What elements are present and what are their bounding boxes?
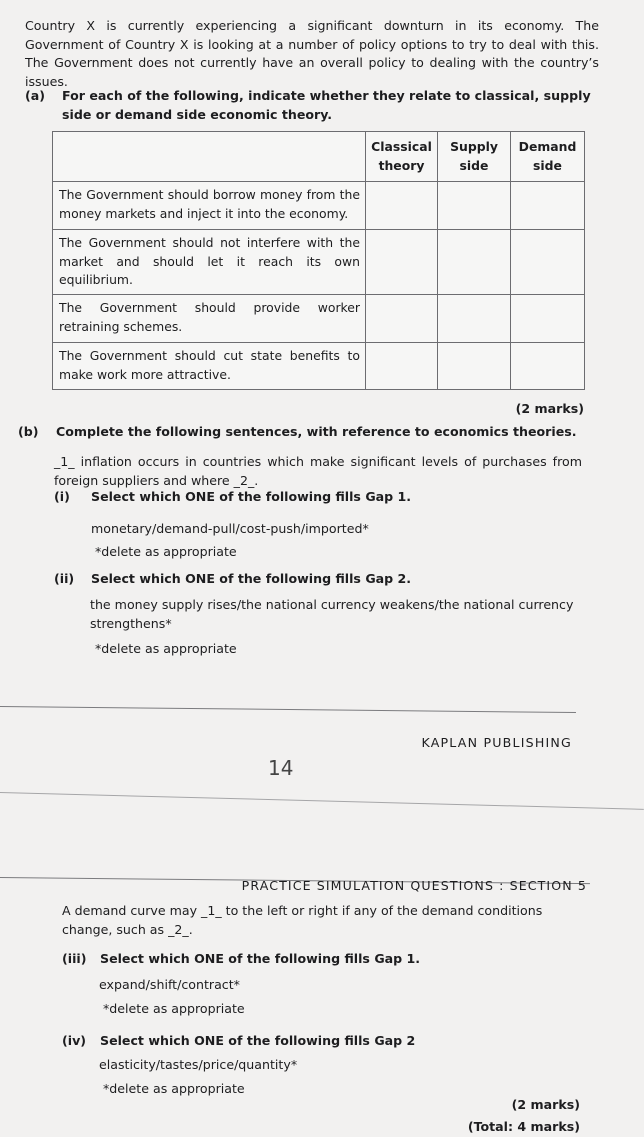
header-demand-side: Demand side — [511, 132, 585, 182]
answer-cell-classical[interactable] — [366, 295, 438, 343]
part-b-ii-options: the money supply rises/the national currency weakens/the national currency strengthens* — [90, 597, 574, 631]
answer-cell-demand-side[interactable] — [511, 343, 585, 390]
next-page-sentence: A demand curve may _1_ to the left or right if any of the demand conditions change, such as _2_. — [62, 903, 543, 937]
part-iii-label: (iii) — [62, 951, 87, 966]
total-marks: (Total: 4 marks) — [467, 1119, 580, 1134]
part-b-ii-question: Select which ONE of the following fills Gap 2. — [91, 571, 412, 586]
part-iv-question: Select which ONE of the following fills Gap 2 — [100, 1033, 416, 1048]
part-b-marks: (2 marks) — [511, 1097, 580, 1112]
table-row — [53, 295, 585, 343]
part-iii-question: Select which ONE of the following fills Gap 1. — [100, 951, 421, 966]
footer-rule — [0, 706, 576, 713]
part-b-ii-label: (ii) — [54, 571, 75, 586]
statement-cell: The Government should borrow money from the money markets and inject it into the economy. — [53, 182, 366, 230]
intro-paragraph: Country X is currently experiencing a significant downturn in its economy. The Government of Country X is looking at a number of policy options to try to deal with this. The Government does not currently have an overall policy to dealing with the country’s issues. — [25, 18, 599, 89]
part-b-ii-note: *delete as appropriate — [95, 641, 237, 656]
header-statement — [53, 132, 366, 182]
part-b-i-question: Select which ONE of the following fills Gap 1. — [91, 489, 412, 504]
part-a-question: For each of the following, indicate whether they relate to classical, supply side or demand side economic theory. — [62, 88, 591, 122]
part-iii-note: *delete as appropriate — [103, 1001, 245, 1016]
answer-cell-classical[interactable] — [366, 182, 438, 230]
classification-table — [52, 131, 585, 390]
table-row — [53, 343, 585, 390]
part-b-i-options: monetary/demand-pull/cost-push/imported* — [91, 521, 369, 536]
statement-cell: The Government should not interfere with the market and should let it reach its own equilibrium. — [53, 230, 366, 295]
table-row — [53, 230, 585, 295]
part-a-label: (a) — [25, 88, 46, 103]
answer-cell-supply-side[interactable] — [438, 182, 511, 230]
answer-cell-supply-side[interactable] — [438, 230, 511, 295]
publisher-name: KAPLAN PUBLISHING — [421, 735, 572, 750]
header-classical: Classical theory — [366, 132, 438, 182]
table-header-row — [53, 132, 585, 182]
part-b-question: Complete the following sentences, with reference to economics theories. — [56, 424, 577, 439]
answer-cell-classical[interactable] — [366, 343, 438, 390]
answer-cell-demand-side[interactable] — [511, 295, 585, 343]
part-b-i-note: *delete as appropriate — [95, 544, 237, 559]
answer-cell-supply-side[interactable] — [438, 295, 511, 343]
page-edge — [0, 792, 644, 810]
part-iv-note: *delete as appropriate — [103, 1081, 245, 1096]
part-iv-options: elasticity/tastes/price/quantity* — [99, 1057, 298, 1072]
answer-cell-demand-side[interactable] — [511, 230, 585, 295]
part-b-i-label: (i) — [54, 489, 70, 504]
part-b-sentence: _1_ inflation occurs in countries which make significant levels of purchases from foreign suppliers and where _2_. — [54, 454, 582, 488]
table-row — [53, 182, 585, 230]
statement-cell: The Government should provide worker retraining schemes. — [53, 295, 366, 343]
answer-cell-classical[interactable] — [366, 230, 438, 295]
page-number: 14 — [268, 756, 294, 780]
header-supply-side: Supply side — [438, 132, 511, 182]
part-iv-label: (iv) — [62, 1033, 87, 1048]
part-iii-options: expand/shift/contract* — [99, 977, 240, 992]
answer-cell-demand-side[interactable] — [511, 182, 585, 230]
answer-cell-supply-side[interactable] — [438, 343, 511, 390]
section-header: PRACTICE SIMULATION QUESTIONS : SECTION 5 — [241, 878, 587, 893]
part-a-marks: (2 marks) — [515, 401, 584, 416]
part-b-label: (b) — [18, 424, 39, 439]
statement-cell: The Government should cut state benefits to make work more attractive. — [53, 343, 366, 390]
